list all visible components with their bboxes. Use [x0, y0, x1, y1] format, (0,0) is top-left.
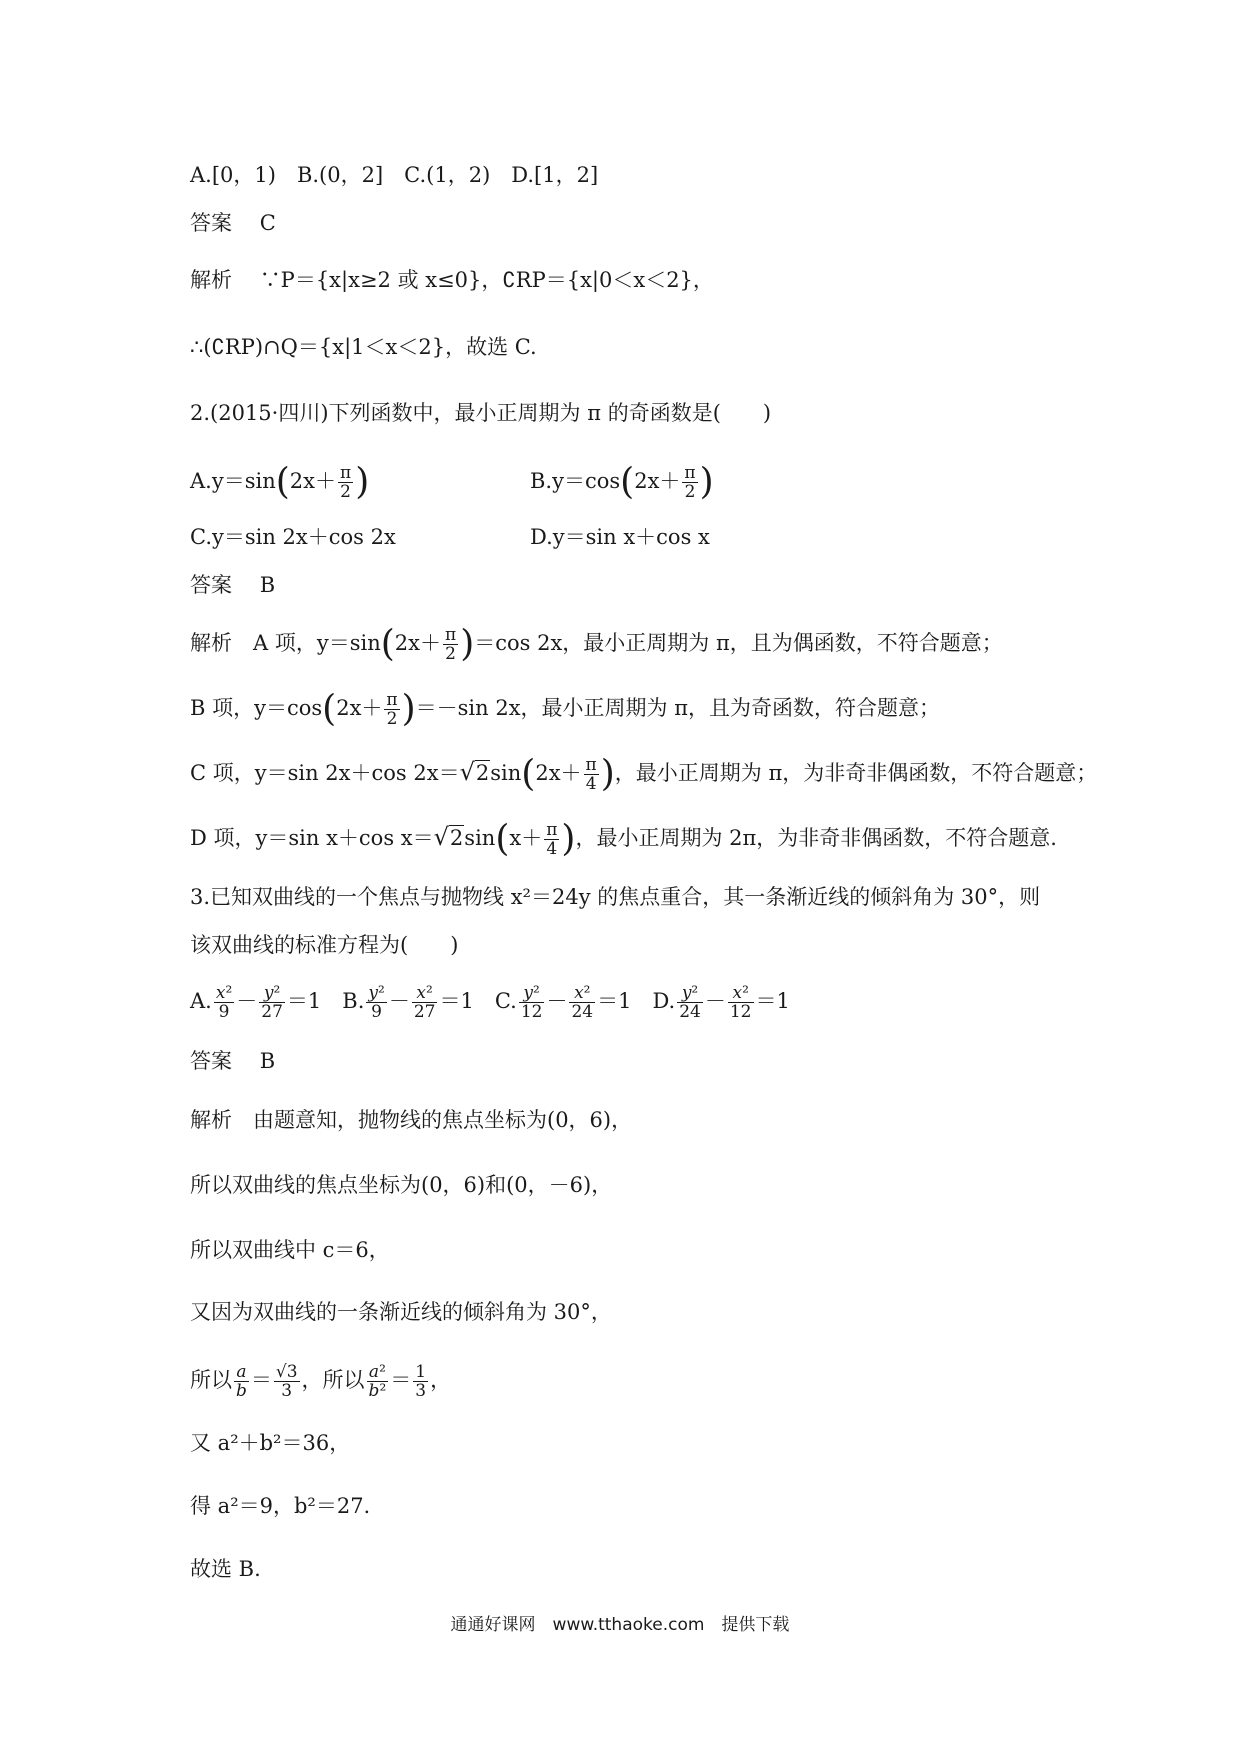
- fraction: $\frac{a}{b}$: [236, 1362, 247, 1401]
- fraction: $\frac{\text{x²}}{9}$: [215, 983, 233, 1022]
- q3-analysis-1: 解析 由题意知，抛物线的焦点坐标为(0，6)，: [190, 1108, 633, 1132]
- option-b-eq: y＝cos: [552, 469, 621, 493]
- answer-value: B: [259, 573, 276, 597]
- paren-right: ): [355, 461, 370, 503]
- option-b-label: B.: [530, 469, 553, 493]
- option-a-eq: y＝sin: [211, 469, 276, 493]
- q3-stem-1: 3.已知双曲线的一个焦点与抛物线 x²＝24y 的焦点重合，其一条渐近线的倾斜角为 30°，则: [190, 885, 1041, 909]
- fraction: $\frac{\text{a²}}{\text{b²}}$: [368, 1362, 387, 1401]
- fraction: $\frac{\text{x²}}{12}$: [729, 983, 752, 1022]
- q2-analysis-c: C 项，y＝sin 2x＋cos 2x＝√2sin(2x＋ $\frac{\pi}{4}$ )，最小正周期为 π，为非奇非偶函数，不符合题意；: [190, 753, 1098, 795]
- answer-label: 答案: [190, 573, 232, 597]
- answer-label: 答案: [190, 1049, 232, 1073]
- q2-option-a: [190, 461, 370, 503]
- fraction: $\frac{\pi}{2}$: [386, 690, 398, 729]
- fraction: $\frac{1}{3}$: [415, 1362, 427, 1401]
- fraction: $\frac{\pi}{4}$: [585, 755, 597, 794]
- q3-analysis-6: 又 a²＋b²＝36，: [190, 1431, 351, 1455]
- q2-option-b: [530, 461, 714, 503]
- q2-stem: 2.(2015·四川)下列函数中，最小正周期为 π 的奇函数是( ): [190, 401, 772, 425]
- q1-analysis-2: ∴(∁RP)∩Q＝{x|1＜x＜2}，故选 C.: [190, 335, 537, 359]
- q2-analysis-d: D 项，y＝sin x＋cos x＝√2sin(x＋ $\frac{\pi}{4}$ )，最小正周期为 2π，为非奇非偶函数，不符合题意.: [190, 818, 1057, 860]
- fraction: $\frac{\pi}{2}$: [340, 463, 352, 502]
- fraction: $\frac{\pi}{4}$: [546, 820, 558, 859]
- q3-stem-2: 该双曲线的标准方程为( ): [190, 933, 459, 957]
- paren-left: (: [275, 461, 290, 503]
- q3-analysis-4: 又因为双曲线的一条渐近线的倾斜角为 30°，: [190, 1300, 612, 1324]
- q3-answer: [190, 1046, 275, 1076]
- fraction: $\frac{\text{y²}}{24}$: [679, 983, 701, 1022]
- fraction: $\frac{\pi}{2}$: [445, 625, 457, 664]
- q3-analysis-3: 所以双曲线中 c＝6，: [190, 1238, 390, 1262]
- analysis-label: 解析: [190, 631, 232, 655]
- q3-options: A. $\frac{\text{x²}}{9}$ － $\frac{\text{y²}}{27}$ ＝1 B. $\frac{\text{y²}}{9}$ － $\frac{\text{x²}}{27}$ ＝1 C. $\frac{\text{y²}}{12}$ － $\frac{\text{x²}}{24}$ ＝1 D. $\frac{\text{y²}}{24}$ － $\frac{\text{x²}}{12}$ ＝1: [190, 983, 790, 1022]
- fraction: $\frac{\text{y²}}{9}$: [368, 983, 385, 1022]
- analysis-text: ∵P＝{x|x≥2 或 x≤0}，∁RP＝{x|0＜x＜2}，: [259, 268, 714, 292]
- fraction: $\frac{\text{x²}}{24}$: [571, 983, 594, 1022]
- paren-right: ): [699, 461, 714, 503]
- q3-analysis-5: 所以 $\frac{a}{b}$ ＝ $\frac{√3}{3}$ ，所以 $\frac{\text{a²}}{\text{b²}}$ ＝ $\frac{1}{3}$ ，: [190, 1362, 452, 1401]
- q3-analysis-7: 得 a²＝9，b²＝27.: [190, 1494, 371, 1518]
- sqrt-sign: √: [459, 758, 475, 786]
- analysis-label: 解析: [190, 1108, 232, 1132]
- sqrt-sign: √: [433, 823, 449, 851]
- answer-label: 答案: [190, 211, 232, 235]
- fraction: $\frac{√3}{3}$: [275, 1362, 298, 1401]
- q1-answer: [190, 208, 276, 238]
- fraction: $\frac{\text{y²}}{27}$: [261, 983, 283, 1022]
- fraction: $\frac{\pi}{2}$: [684, 463, 696, 502]
- fraction: $\frac{\text{x²}}{27}$: [413, 983, 436, 1022]
- analysis-label: 解析: [190, 268, 232, 292]
- q3-analysis-2: 所以双曲线的焦点坐标为(0，6)和(0，－6)，: [190, 1173, 613, 1197]
- fraction: $\frac{\text{y²}}{12}$: [520, 983, 543, 1022]
- q2-answer: [190, 570, 275, 600]
- q1-analysis-1: [190, 265, 714, 295]
- page-footer: 通通好课网 www.tthaoke.com 提供下载: [450, 1615, 790, 1635]
- q2-analysis-a: 解析 A 项，y＝sin(2x＋ $\frac{\pi}{2}$ )＝cos 2x，最小正周期为 π，且为偶函数，不符合题意；: [190, 623, 1003, 665]
- q2-option-d: D.y＝sin x＋cos x: [530, 525, 710, 549]
- q1-options: A.[0，1) B.(0，2] C.(1，2) D.[1，2]: [190, 163, 599, 187]
- answer-value: B: [259, 1049, 276, 1073]
- option-a-inner: 2x＋: [289, 469, 336, 493]
- q2-option-c: C.y＝sin 2x＋cos 2x: [190, 525, 396, 549]
- option-a-label: A.: [190, 469, 212, 493]
- q3-analysis-8: 故选 B.: [190, 1557, 261, 1581]
- answer-value: C: [259, 211, 276, 235]
- option-b-inner: 2x＋: [634, 469, 681, 493]
- paren-left: (: [620, 461, 635, 503]
- q2-analysis-b: B 项，y＝cos(2x＋ $\frac{\pi}{2}$ )＝－sin 2x，最小正周期为 π，且为奇函数，符合题意；: [190, 688, 941, 730]
